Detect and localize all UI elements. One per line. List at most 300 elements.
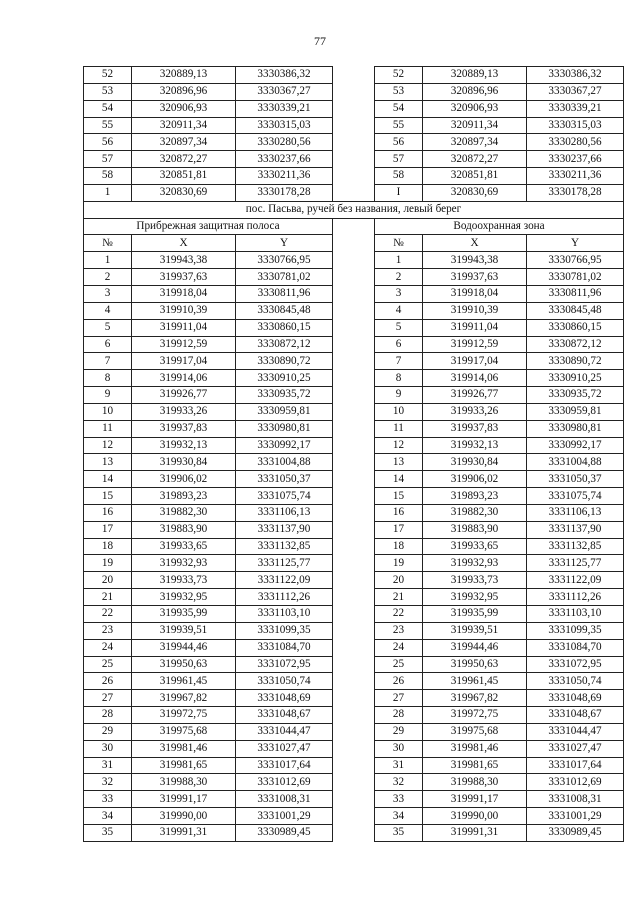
left-point-number: 3 [84, 285, 132, 302]
right-point-number: 1 [375, 252, 423, 269]
right-x-coordinate: 319981,65 [423, 757, 527, 774]
left-y-coordinate: 3330280,56 [236, 134, 333, 151]
right-x-coordinate: 319972,75 [423, 707, 527, 724]
left-col-no-header: № [84, 235, 132, 252]
left-point-number: 31 [84, 757, 132, 774]
right-y-coordinate: 3330992,17 [527, 437, 624, 454]
left-x-coordinate: 319893,23 [132, 488, 236, 505]
coordinate-table-row [84, 269, 624, 286]
column-gap [333, 67, 375, 84]
left-y-coordinate: 3330989,45 [236, 824, 333, 841]
left-x-coordinate: 320911,34 [132, 117, 236, 134]
right-point-number: 33 [375, 791, 423, 808]
left-y-coordinate: 3330935,72 [236, 387, 333, 404]
left-point-number: 28 [84, 707, 132, 724]
left-x-coordinate: 320889,13 [132, 67, 236, 84]
right-point-number: 8 [375, 370, 423, 387]
right-y-coordinate: 3331112,26 [527, 589, 624, 606]
right-x-coordinate: 319912,59 [423, 336, 527, 353]
left-x-coordinate: 319967,82 [132, 690, 236, 707]
right-point-number: 55 [375, 117, 423, 134]
column-gap [333, 420, 375, 437]
coordinate-table-row [84, 403, 624, 420]
left-x-coordinate: 319882,30 [132, 504, 236, 521]
right-x-coordinate: 319926,77 [423, 387, 527, 404]
right-point-number: 10 [375, 403, 423, 420]
column-gap [333, 622, 375, 639]
column-gap [333, 572, 375, 589]
left-point-number: 6 [84, 336, 132, 353]
column-gap [333, 370, 375, 387]
coordinate-table-row [84, 336, 624, 353]
right-x-coordinate: 319914,06 [423, 370, 527, 387]
column-gap [333, 269, 375, 286]
left-point-number: 30 [84, 740, 132, 757]
right-x-coordinate: 319975,68 [423, 723, 527, 740]
right-y-coordinate: 3330980,81 [527, 420, 624, 437]
coordinate-table-row [84, 319, 624, 336]
right-x-coordinate: 319961,45 [423, 673, 527, 690]
left-point-number: 17 [84, 521, 132, 538]
right-y-coordinate: 3330989,45 [527, 824, 624, 841]
column-gap [333, 656, 375, 673]
left-x-coordinate: 319917,04 [132, 353, 236, 370]
right-point-number: 24 [375, 639, 423, 656]
left-x-coordinate: 319912,59 [132, 336, 236, 353]
right-y-coordinate: 3330781,02 [527, 269, 624, 286]
right-y-coordinate: 3331106,13 [527, 504, 624, 521]
right-y-coordinate: 3330280,56 [527, 134, 624, 151]
right-x-coordinate: 319911,04 [423, 319, 527, 336]
right-point-number: 25 [375, 656, 423, 673]
right-point-number: 5 [375, 319, 423, 336]
left-point-number: 16 [84, 504, 132, 521]
column-gap [333, 757, 375, 774]
right-x-coordinate: 319932,93 [423, 555, 527, 572]
left-col-x-header: X [132, 235, 236, 252]
left-x-coordinate: 319943,38 [132, 252, 236, 269]
left-point-number: 55 [84, 117, 132, 134]
column-gap [333, 218, 375, 235]
right-y-coordinate: 3330890,72 [527, 353, 624, 370]
right-col-x-header: X [423, 235, 527, 252]
right-x-coordinate: 319882,30 [423, 504, 527, 521]
left-point-number: 58 [84, 168, 132, 185]
left-y-coordinate: 3331004,88 [236, 454, 333, 471]
top-rows-group [84, 67, 624, 202]
left-x-coordinate: 319911,04 [132, 319, 236, 336]
right-point-number: 26 [375, 673, 423, 690]
left-point-number: 8 [84, 370, 132, 387]
right-y-coordinate: 3331137,90 [527, 521, 624, 538]
left-x-coordinate: 319918,04 [132, 285, 236, 302]
right-point-number: 11 [375, 420, 423, 437]
right-x-coordinate: 319937,83 [423, 420, 527, 437]
left-point-number: 5 [84, 319, 132, 336]
column-gap [333, 134, 375, 151]
right-y-coordinate: 3331075,74 [527, 488, 624, 505]
column-gap [333, 774, 375, 791]
right-point-number: 32 [375, 774, 423, 791]
top-table-row [84, 184, 624, 201]
left-y-coordinate: 3330339,21 [236, 100, 333, 117]
right-x-coordinate: 319933,65 [423, 538, 527, 555]
coordinate-table-row [84, 521, 624, 538]
coordinate-table-row [84, 555, 624, 572]
main-rows-group [84, 252, 624, 842]
right-x-coordinate: 319883,90 [423, 521, 527, 538]
right-y-coordinate: 3331004,88 [527, 454, 624, 471]
top-table-row [84, 134, 624, 151]
left-x-coordinate: 319950,63 [132, 656, 236, 673]
column-gap [333, 319, 375, 336]
right-x-coordinate: 320851,81 [423, 168, 527, 185]
right-point-number: 34 [375, 808, 423, 825]
right-point-number: 7 [375, 353, 423, 370]
left-point-number: 27 [84, 690, 132, 707]
column-header-row [84, 235, 624, 252]
left-zone-heading: Прибрежная защитная полоса [84, 218, 333, 235]
left-x-coordinate: 320830,69 [132, 184, 236, 201]
left-x-coordinate: 319937,83 [132, 420, 236, 437]
column-gap [333, 673, 375, 690]
right-point-number: 6 [375, 336, 423, 353]
right-x-coordinate: 319967,82 [423, 690, 527, 707]
left-y-coordinate: 3331132,85 [236, 538, 333, 555]
left-point-number: 13 [84, 454, 132, 471]
left-y-coordinate: 3330367,27 [236, 83, 333, 100]
top-table-row [84, 117, 624, 134]
right-point-number: 14 [375, 471, 423, 488]
left-col-y-header: Y [236, 235, 333, 252]
right-x-coordinate: 319933,73 [423, 572, 527, 589]
right-x-coordinate: 319910,39 [423, 302, 527, 319]
coordinate-table-row [84, 387, 624, 404]
right-point-number: 18 [375, 538, 423, 555]
left-point-number: 10 [84, 403, 132, 420]
right-point-number: 30 [375, 740, 423, 757]
right-x-coordinate: 320906,93 [423, 100, 527, 117]
right-y-coordinate: 3331027,47 [527, 740, 624, 757]
left-y-coordinate: 3330781,02 [236, 269, 333, 286]
right-x-coordinate: 320830,69 [423, 184, 527, 201]
left-y-coordinate: 3331048,67 [236, 707, 333, 724]
coordinate-table-row [84, 471, 624, 488]
left-x-coordinate: 319981,46 [132, 740, 236, 757]
column-gap [333, 639, 375, 656]
right-y-coordinate: 3331012,69 [527, 774, 624, 791]
left-point-number: 23 [84, 622, 132, 639]
left-point-number: 9 [84, 387, 132, 404]
left-y-coordinate: 3330766,95 [236, 252, 333, 269]
section-header-group [84, 201, 624, 252]
left-point-number: 33 [84, 791, 132, 808]
left-point-number: 57 [84, 151, 132, 168]
coordinate-table-row [84, 488, 624, 505]
left-y-coordinate: 3331044,47 [236, 723, 333, 740]
left-point-number: 53 [84, 83, 132, 100]
coordinate-table-row [84, 740, 624, 757]
right-point-number: 3 [375, 285, 423, 302]
left-y-coordinate: 3331001,29 [236, 808, 333, 825]
right-y-coordinate: 3331050,37 [527, 471, 624, 488]
column-gap [333, 403, 375, 420]
right-x-coordinate: 319932,95 [423, 589, 527, 606]
right-y-coordinate: 3331122,09 [527, 572, 624, 589]
left-y-coordinate: 3330237,66 [236, 151, 333, 168]
coordinate-table-row [84, 285, 624, 302]
left-point-number: 19 [84, 555, 132, 572]
left-y-coordinate: 3330910,25 [236, 370, 333, 387]
column-gap [333, 252, 375, 269]
top-table-row [84, 83, 624, 100]
coordinate-table-row [84, 673, 624, 690]
left-point-number: 14 [84, 471, 132, 488]
column-gap [333, 100, 375, 117]
right-y-coordinate: 3331008,31 [527, 791, 624, 808]
column-gap [333, 488, 375, 505]
column-gap [333, 707, 375, 724]
left-x-coordinate: 320872,27 [132, 151, 236, 168]
right-col-no-header: № [375, 235, 423, 252]
right-x-coordinate: 319917,04 [423, 353, 527, 370]
left-x-coordinate: 319926,77 [132, 387, 236, 404]
right-x-coordinate: 319991,31 [423, 824, 527, 841]
coordinate-table-row [84, 639, 624, 656]
left-y-coordinate: 3330872,12 [236, 336, 333, 353]
right-y-coordinate: 3331044,47 [527, 723, 624, 740]
section-title-row [84, 201, 624, 218]
right-point-number: 17 [375, 521, 423, 538]
right-point-number: 4 [375, 302, 423, 319]
right-x-coordinate: 319943,38 [423, 252, 527, 269]
left-x-coordinate: 319988,30 [132, 774, 236, 791]
left-x-coordinate: 319933,26 [132, 403, 236, 420]
right-y-coordinate: 3331103,10 [527, 606, 624, 623]
right-point-number: 57 [375, 151, 423, 168]
right-y-coordinate: 3330811,96 [527, 285, 624, 302]
left-x-coordinate: 320896,96 [132, 83, 236, 100]
coordinate-table-row [84, 454, 624, 471]
column-gap [333, 824, 375, 841]
right-point-number: 52 [375, 67, 423, 84]
column-gap [333, 504, 375, 521]
right-point-number: 54 [375, 100, 423, 117]
left-x-coordinate: 319975,68 [132, 723, 236, 740]
column-gap [333, 235, 375, 252]
left-y-coordinate: 3331075,74 [236, 488, 333, 505]
left-point-number: 12 [84, 437, 132, 454]
left-point-number: 21 [84, 589, 132, 606]
right-x-coordinate: 319933,26 [423, 403, 527, 420]
left-y-coordinate: 3331084,70 [236, 639, 333, 656]
left-x-coordinate: 319939,51 [132, 622, 236, 639]
right-y-coordinate: 3331084,70 [527, 639, 624, 656]
right-point-number: 13 [375, 454, 423, 471]
coordinate-table-row [84, 791, 624, 808]
left-x-coordinate: 319991,17 [132, 791, 236, 808]
left-point-number: 20 [84, 572, 132, 589]
left-point-number: 35 [84, 824, 132, 841]
left-point-number: 1 [84, 184, 132, 201]
right-point-number: 19 [375, 555, 423, 572]
coordinate-table-row [84, 606, 624, 623]
left-y-coordinate: 3331017,64 [236, 757, 333, 774]
right-point-number: 23 [375, 622, 423, 639]
left-y-coordinate: 3330992,17 [236, 437, 333, 454]
left-point-number: 24 [84, 639, 132, 656]
right-x-coordinate: 319935,99 [423, 606, 527, 623]
right-y-coordinate: 3330237,66 [527, 151, 624, 168]
left-x-coordinate: 319932,93 [132, 555, 236, 572]
left-y-coordinate: 3330211,36 [236, 168, 333, 185]
top-table-row [84, 67, 624, 84]
right-y-coordinate: 3331001,29 [527, 808, 624, 825]
left-y-coordinate: 3331050,37 [236, 471, 333, 488]
right-y-coordinate: 3331048,69 [527, 690, 624, 707]
right-x-coordinate: 319939,51 [423, 622, 527, 639]
column-gap [333, 151, 375, 168]
coordinate-table-row [84, 302, 624, 319]
right-y-coordinate: 3331050,74 [527, 673, 624, 690]
column-gap [333, 184, 375, 201]
right-x-coordinate: 319918,04 [423, 285, 527, 302]
left-x-coordinate: 319972,75 [132, 707, 236, 724]
left-point-number: 29 [84, 723, 132, 740]
left-y-coordinate: 3330980,81 [236, 420, 333, 437]
right-y-coordinate: 3330860,15 [527, 319, 624, 336]
coordinate-table-row [84, 370, 624, 387]
coordinate-table-row [84, 353, 624, 370]
right-point-number: 29 [375, 723, 423, 740]
right-x-coordinate: 319944,46 [423, 639, 527, 656]
right-y-coordinate: 3330386,32 [527, 67, 624, 84]
left-point-number: 22 [84, 606, 132, 623]
coordinate-table-row [84, 690, 624, 707]
left-point-number: 34 [84, 808, 132, 825]
left-x-coordinate: 319914,06 [132, 370, 236, 387]
right-x-coordinate: 319932,13 [423, 437, 527, 454]
left-x-coordinate: 319883,90 [132, 521, 236, 538]
right-y-coordinate: 3330766,95 [527, 252, 624, 269]
left-y-coordinate: 3330386,32 [236, 67, 333, 84]
column-gap [333, 285, 375, 302]
left-y-coordinate: 3331103,10 [236, 606, 333, 623]
right-y-coordinate: 3331017,64 [527, 757, 624, 774]
column-gap [333, 791, 375, 808]
left-y-coordinate: 3331112,26 [236, 589, 333, 606]
left-y-coordinate: 3330890,72 [236, 353, 333, 370]
top-table-row [84, 151, 624, 168]
right-y-coordinate: 3330959,81 [527, 403, 624, 420]
left-x-coordinate: 319981,65 [132, 757, 236, 774]
left-x-coordinate: 319933,73 [132, 572, 236, 589]
left-x-coordinate: 319932,13 [132, 437, 236, 454]
left-y-coordinate: 3331072,95 [236, 656, 333, 673]
coordinate-table-row [84, 589, 624, 606]
left-x-coordinate: 320897,34 [132, 134, 236, 151]
left-x-coordinate: 319935,99 [132, 606, 236, 623]
left-y-coordinate: 3330860,15 [236, 319, 333, 336]
left-y-coordinate: 3330178,28 [236, 184, 333, 201]
left-x-coordinate: 319933,65 [132, 538, 236, 555]
right-point-number: 53 [375, 83, 423, 100]
left-point-number: 54 [84, 100, 132, 117]
left-x-coordinate: 319991,31 [132, 824, 236, 841]
right-zone-heading: Водоохранная зона [375, 218, 624, 235]
coordinate-table-row [84, 504, 624, 521]
right-point-number: 27 [375, 690, 423, 707]
right-point-number: 31 [375, 757, 423, 774]
right-point-number: 12 [375, 437, 423, 454]
right-x-coordinate: 319981,46 [423, 740, 527, 757]
left-y-coordinate: 3330959,81 [236, 403, 333, 420]
right-point-number: 35 [375, 824, 423, 841]
coordinate-table-row [84, 538, 624, 555]
left-y-coordinate: 3331122,09 [236, 572, 333, 589]
coordinate-table-row [84, 622, 624, 639]
coordinate-table-row [84, 420, 624, 437]
left-x-coordinate: 319944,46 [132, 639, 236, 656]
right-point-number: I [375, 184, 423, 201]
right-y-coordinate: 3330178,28 [527, 184, 624, 201]
left-point-number: 2 [84, 269, 132, 286]
left-y-coordinate: 3331048,69 [236, 690, 333, 707]
left-x-coordinate: 319906,02 [132, 471, 236, 488]
left-y-coordinate: 3331027,47 [236, 740, 333, 757]
right-x-coordinate: 320897,34 [423, 134, 527, 151]
column-gap [333, 589, 375, 606]
right-x-coordinate: 320896,96 [423, 83, 527, 100]
right-x-coordinate: 319988,30 [423, 774, 527, 791]
left-point-number: 11 [84, 420, 132, 437]
left-point-number: 56 [84, 134, 132, 151]
column-gap [333, 336, 375, 353]
right-point-number: 56 [375, 134, 423, 151]
right-x-coordinate: 319991,17 [423, 791, 527, 808]
left-x-coordinate: 319990,00 [132, 808, 236, 825]
left-y-coordinate: 3331012,69 [236, 774, 333, 791]
right-x-coordinate: 319906,02 [423, 471, 527, 488]
left-x-coordinate: 320906,93 [132, 100, 236, 117]
column-gap [333, 723, 375, 740]
left-x-coordinate: 319930,84 [132, 454, 236, 471]
right-point-number: 21 [375, 589, 423, 606]
left-point-number: 1 [84, 252, 132, 269]
left-point-number: 18 [84, 538, 132, 555]
right-y-coordinate: 3330935,72 [527, 387, 624, 404]
column-gap [333, 83, 375, 100]
column-gap [333, 555, 375, 572]
left-point-number: 32 [84, 774, 132, 791]
right-point-number: 58 [375, 168, 423, 185]
left-point-number: 7 [84, 353, 132, 370]
left-point-number: 25 [84, 656, 132, 673]
coordinate-table-row [84, 656, 624, 673]
left-point-number: 15 [84, 488, 132, 505]
left-y-coordinate: 3331008,31 [236, 791, 333, 808]
column-gap [333, 437, 375, 454]
column-gap [333, 117, 375, 134]
column-gap [333, 454, 375, 471]
column-gap [333, 538, 375, 555]
column-gap [333, 471, 375, 488]
right-y-coordinate: 3331072,95 [527, 656, 624, 673]
left-y-coordinate: 3331050,74 [236, 673, 333, 690]
right-y-coordinate: 3330339,21 [527, 100, 624, 117]
left-point-number: 4 [84, 302, 132, 319]
right-x-coordinate: 320911,34 [423, 117, 527, 134]
